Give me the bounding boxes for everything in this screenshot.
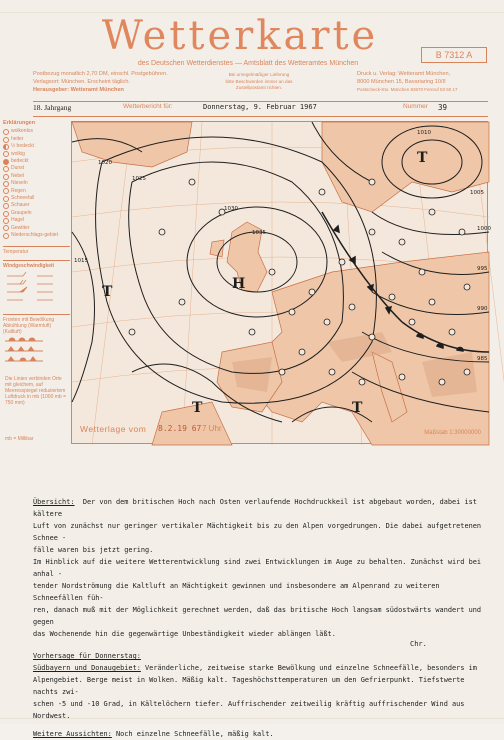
temperature-legend	[3, 246, 70, 256]
legend-item	[3, 232, 70, 239]
legend-item-label: Regen	[11, 187, 26, 194]
station-marker	[464, 369, 470, 375]
legend-item	[3, 158, 70, 165]
weather-symbol-icon	[3, 188, 9, 194]
station-marker	[349, 304, 355, 310]
legend-item	[3, 217, 70, 224]
delivery-note	[204, 72, 314, 92]
legend-item-label: Hagel	[11, 217, 25, 224]
isobar-pressure-label: 1005	[470, 190, 484, 196]
postbezug-line: Postbezug monatlich 2,70 DM, einschl. Postgebühren.	[33, 71, 168, 77]
legend-item	[3, 188, 70, 195]
wind-legend-title: Windgeschwindigkeit	[3, 260, 70, 270]
legend-item-label: Dunst	[11, 165, 25, 172]
station-marker	[449, 329, 455, 335]
header-rule	[33, 101, 488, 102]
publication-code: B 7312 A	[421, 47, 487, 63]
station-marker	[464, 284, 470, 290]
uebersicht-line: Im Hinblick auf die weitere Wetterentwicklung sind zwei Entwicklungen im Auge zu behalten. Zunächst wird bei anhal -	[33, 558, 482, 578]
legend-item-label: wolkig	[11, 150, 25, 157]
isobar-pressure-label: 1015	[74, 258, 88, 264]
weather-symbol-icon	[3, 129, 9, 135]
map-caption-date: 8.2.19 67	[158, 424, 202, 433]
isobar-pressure-label: 1020	[98, 160, 112, 166]
isobar-pressure-label: 1025	[132, 176, 146, 182]
station-marker	[279, 369, 285, 375]
publisher-line: Druck u. Verlag: Wetteramt München,	[357, 71, 451, 77]
scandinavia	[322, 122, 489, 212]
legend-item	[3, 143, 70, 150]
legend-item	[3, 180, 70, 187]
legend-item	[3, 210, 70, 217]
station-marker	[429, 299, 435, 305]
station-marker	[329, 369, 335, 375]
legend-item-label: Gewitter	[11, 224, 30, 231]
millibar-note: mb = Millibar	[5, 436, 34, 442]
masthead-subtitle: des Deutschen Wetterdienstes — Amtsblatt des Wetteramtes München	[137, 60, 359, 67]
legend-item-label: bedeckt	[11, 158, 29, 165]
high-pressure-marker: H	[232, 276, 246, 292]
publisher-info	[357, 70, 492, 94]
station-marker	[419, 269, 425, 275]
temperature-label: Temperatur	[3, 248, 29, 255]
forecast-line: schen -5 und -10 Grad, in Kältelöchern tiefer. Auffrischender zeitweilig kräftig auffrischender Wind aus Nordwest.	[33, 700, 465, 720]
low-pressure-marker: T	[352, 400, 363, 416]
legend-item	[3, 165, 70, 172]
legend-item-label: wolkenlos	[11, 128, 33, 135]
isobar-pressure-label: 1035	[252, 230, 266, 236]
forecast-line: Veränderliche, zeitweise starke Bewölkung und einzelne Schneefälle, besonders im	[145, 664, 477, 672]
uebersicht-line: ren, danach muß mit der Möglichkeit gerechnet werden, daß das britische Hoch langsam südostwärts wandert und gegen	[33, 606, 482, 626]
masthead-title: Wetterkarte	[101, 13, 379, 59]
legend-panel	[3, 120, 70, 446]
weather-symbol-icon	[3, 144, 9, 150]
station-marker	[324, 319, 330, 325]
legend-item	[3, 225, 70, 232]
issue-date: Donnerstag, 9. Februar 1967	[203, 103, 317, 111]
weather-symbol-icon	[3, 218, 9, 224]
weather-symbol-icon	[3, 159, 9, 165]
region-heading: Südbayern und Donaugebiet:	[33, 664, 141, 672]
station-marker	[369, 179, 375, 185]
station-marker	[339, 259, 345, 265]
legend-item-label: heiter	[11, 135, 24, 142]
weather-symbol-icon	[3, 225, 9, 231]
legend-title: Erklärungen	[3, 120, 36, 126]
low-pressure-marker: T	[102, 284, 113, 300]
station-marker	[369, 334, 375, 340]
station-marker	[129, 329, 135, 335]
weather-symbol-icon	[3, 174, 9, 180]
delivery-note-line: bitte Beschwerden immer an das	[225, 78, 293, 84]
weather-symbol-icon	[3, 137, 9, 143]
legend-item-label: Schauer	[11, 202, 30, 209]
weather-map-drawing	[72, 122, 489, 445]
uebersicht-line: das Wochenende hin die gegenwärtige Unbeständigkeit wieder ablängen läßt.	[33, 630, 336, 638]
isobar-pressure-label: 1030	[224, 206, 238, 212]
weather-symbol-icon	[3, 166, 9, 172]
author-signature: Chr.	[410, 640, 427, 648]
front-symbol-icons	[3, 335, 67, 369]
station-marker	[399, 239, 405, 245]
forecast-line: Alpengebiet. Berge meist in Wolken. Mäßig kalt. Tageshöchsttemperaturen um den Gefrierpunkt. Tiefstwerte nachts zwi-	[33, 676, 465, 696]
legend-item	[3, 173, 70, 180]
isobar-note: Die Linien verbinden Orte mit gleichem, auf Meeresspiegel reduziertem Luftdruck in mb (1000 mb = 750 mm)	[5, 376, 67, 406]
aussichten-text: Noch einzelne Schneefälle, mäßig kalt.	[115, 730, 274, 738]
legend-item-label: Niederschlags-gebiet	[11, 232, 58, 239]
year-label: 18. Jahrgang	[33, 103, 72, 112]
legend-list	[3, 128, 70, 239]
isobar-pressure-label: 1010	[417, 130, 431, 136]
map-caption-label: Wetterlage vom	[80, 424, 147, 434]
isobar-pressure-label: 995	[477, 266, 488, 272]
station-marker	[369, 229, 375, 235]
legend-item	[3, 128, 70, 135]
isobar-pressure-label: 985	[477, 356, 488, 362]
fronts-legend-title: Fronten mit Bewölkung Abkühlung (Warmluft) (Kaltluft)	[3, 314, 70, 335]
weather-symbol-icon	[3, 181, 9, 187]
station-marker	[409, 319, 415, 325]
uebersicht-line: Luft von zunächst nur geringer vertikaler Mächtigkeit bis zu den Alpen vorgedrungen. Die dabei aufgetretenen Schnee -	[33, 522, 482, 542]
legend-item-label: Graupeln	[11, 209, 32, 216]
issue-number: 39	[438, 103, 448, 112]
delivery-note-line: Zustellpostamt richten.	[235, 85, 283, 90]
issue-row	[33, 103, 488, 115]
verlagsort-line: Verlagsort: München. Erscheint täglich.	[33, 79, 131, 85]
weather-symbol-icon	[3, 233, 9, 239]
account-line: Postscheck-Kto. München 83670 Fernruf 53 60 17	[357, 87, 458, 92]
nummer-label: Nummer	[403, 103, 428, 110]
postbezug-info	[33, 70, 183, 94]
uebersicht-line: fälle waren bis jetzt gering.	[33, 546, 154, 554]
station-marker	[429, 209, 435, 215]
legend-item-label: ½ bedeckt	[11, 143, 35, 150]
low-pressure-marker: T	[192, 400, 203, 416]
aussichten-heading: Weitere Aussichten:	[33, 730, 112, 738]
legend-item	[3, 202, 70, 209]
wetterbericht-label: Wetterbericht für:	[123, 103, 173, 110]
station-marker	[299, 349, 305, 355]
legend-item-label: Nebel	[11, 172, 25, 179]
station-marker	[289, 309, 295, 315]
uebersicht-heading: Übersicht:	[33, 498, 75, 506]
herausgeber-line: Herausgeber: Wetteramt München	[33, 87, 124, 93]
station-marker	[189, 179, 195, 185]
station-marker	[249, 329, 255, 335]
legend-item-label: Schneefall	[11, 195, 35, 202]
station-marker	[309, 289, 315, 295]
wind-barb-icons	[3, 270, 67, 310]
station-marker	[159, 229, 165, 235]
weather-symbol-icon	[3, 151, 9, 157]
address-line: 8000 München 15, Bavariaring 10/II	[357, 79, 446, 85]
map-caption-time: 7 Uhr	[202, 424, 222, 433]
legend-item-label: Nieseln	[11, 180, 28, 187]
station-marker	[459, 229, 465, 235]
station-marker	[439, 379, 445, 385]
header-rule	[33, 116, 488, 117]
uebersicht-line: Der von dem britischen Hoch nach Osten verlaufende Hochdruckkeil ist abgebaut worden, dabei ist kältere	[33, 498, 477, 518]
station-marker	[319, 189, 325, 195]
isobar-pressure-label: 990	[477, 306, 488, 312]
station-marker	[269, 269, 275, 275]
isobar-pressure-label: 1000	[477, 226, 491, 232]
legend-item	[3, 151, 70, 158]
station-marker	[359, 379, 365, 385]
low-pressure-marker: T	[417, 150, 428, 166]
map-scale: Maßstab 1:30000000	[424, 430, 481, 436]
greenland	[72, 122, 192, 167]
uebersicht-line: tender Nordströmung die Kaltluft an Mächtigkeit gewinnen und insbesondere am Alpenrand zu weiteren Schneefällen füh-	[33, 582, 440, 602]
legend-item	[3, 195, 70, 202]
weather-symbol-icon	[3, 203, 9, 209]
station-marker	[389, 294, 395, 300]
vorhersage-heading: Vorhersage für Donnerstag:	[33, 652, 141, 660]
weather-symbol-icon	[3, 211, 9, 217]
weather-symbol-icon	[3, 196, 9, 202]
station-marker	[399, 374, 405, 380]
weather-report	[33, 496, 489, 740]
synoptic-weather-map	[71, 121, 491, 444]
delivery-note-line: Bei unregelmäßiger Lieferung	[228, 72, 290, 77]
station-marker	[179, 299, 185, 305]
